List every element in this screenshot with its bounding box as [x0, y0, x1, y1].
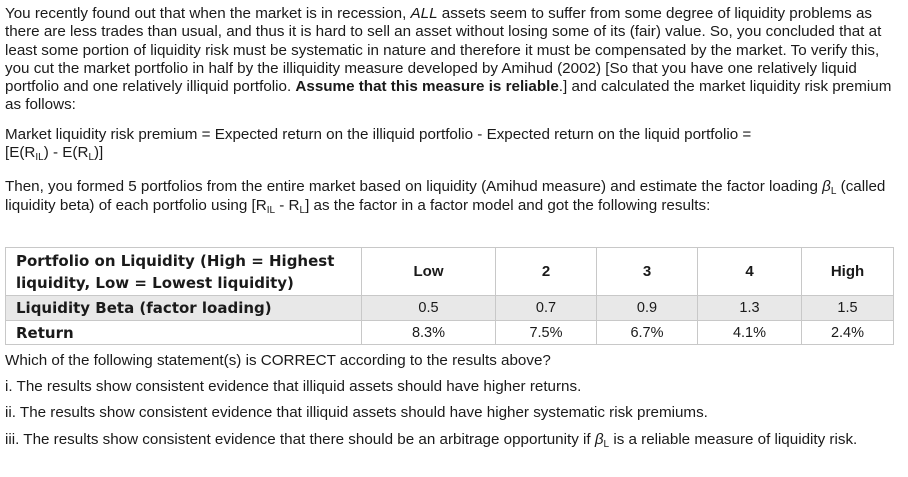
table-row-beta — [6, 296, 894, 321]
header-cell: Low — [362, 248, 496, 296]
formula-sub-il: IL — [35, 152, 44, 164]
intro-text-2: assets seem to suffer from some degree of liquidity problems as there are less trades than usual, and thus it is hard to sell an asset without losing some of its (fair) value. So, you concluded that at least some portion of liquidity risk must be systematic in nature and therefore it must be compensated by the market. To verify this, you cut the market portfolio in half by the illiquidity measure developed by Amihud (2002) [So that you have one relatively liquid portfolio and one relatively illiquid portfolio. — [5, 5, 882, 96]
question-text: Which of the following statement(s) is CORRECT according to the results above? — [5, 352, 551, 369]
intro-emphasis: ALL — [410, 5, 438, 22]
option-ii: ii. The results show consistent evidence that illiquid assets should have higher systematic risk premiums. — [5, 404, 708, 421]
option-iii — [5, 428, 900, 452]
formula-paragraph — [5, 126, 900, 163]
option-i: i. The results show consistent evidence that illiquid assets should have higher returns. — [5, 378, 582, 395]
return-cell: 6.7% — [597, 321, 698, 345]
header-cell: High — [802, 248, 894, 296]
option-iii-beta: β — [594, 431, 604, 448]
beta-cell: 1.5 — [802, 296, 894, 321]
return-cell: 2.4% — [802, 321, 894, 345]
return-label-cell: Return — [6, 321, 362, 345]
setup-sub-il: IL — [266, 205, 276, 216]
return-cell: 7.5% — [496, 321, 597, 345]
formula-part-c: )] — [94, 144, 104, 162]
return-cell: 4.1% — [698, 321, 802, 345]
beta-cell: 0.9 — [597, 296, 698, 321]
intro-assumption: Assume that this measure is reliable — [295, 78, 559, 96]
option-iii-text-b: is a reliable measure of liquidity risk. — [609, 431, 858, 448]
option-iii-text-a: iii. The results show consistent evidence that there should be an arbitrage opportunity if — [5, 431, 595, 448]
results-table — [5, 247, 894, 345]
header-cell: 3 — [597, 248, 698, 296]
table-header-row — [6, 248, 894, 296]
setup-text-d: ] as the factor in a factor model and got the following results: — [305, 197, 711, 214]
beta-label-cell: Liquidity Beta (factor loading) — [6, 296, 362, 321]
beta-cell: 0.5 — [362, 296, 496, 321]
setup-text-c: - R — [275, 197, 300, 214]
intro-text-1: You recently found out that when the market is in recession, — [5, 5, 411, 22]
formula-part-b: ) - E(R — [43, 144, 89, 162]
setup-sub-l: L — [299, 205, 306, 216]
header-cell: 4 — [698, 248, 802, 296]
beta-symbol: β — [822, 178, 831, 195]
beta-cell: 1.3 — [698, 296, 802, 321]
intro-paragraph — [5, 5, 900, 115]
header-cell: 2 — [496, 248, 597, 296]
intro-text-3: .] and calculated the market liquidity risk premium as follows: — [5, 78, 892, 114]
formula-sub-l: L — [88, 152, 94, 164]
formula-line: Market liquidity risk premium = Expected return on the illiquid portfolio - Expected return on the liquid portfolio = — [5, 126, 752, 143]
setup-paragraph — [5, 177, 900, 215]
setup-text-b: (called liquidity beta) of each portfolio using [R — [5, 178, 886, 214]
beta-cell: 0.7 — [496, 296, 597, 321]
table-row-return — [6, 321, 894, 345]
setup-text-a: Then, you formed 5 portfolios from the entire market based on liquidity (Amihud measure) and estimate the factor loading — [5, 178, 823, 195]
header-label-cell: Portfolio on Liquidity (High = Highest liquidity, Low = Lowest liquidity) — [6, 248, 362, 296]
formula-part-a: [E(R — [5, 144, 36, 162]
return-cell: 8.3% — [362, 321, 496, 345]
beta-subscript: L — [830, 186, 837, 197]
option-iii-beta-sub: L — [603, 439, 610, 450]
